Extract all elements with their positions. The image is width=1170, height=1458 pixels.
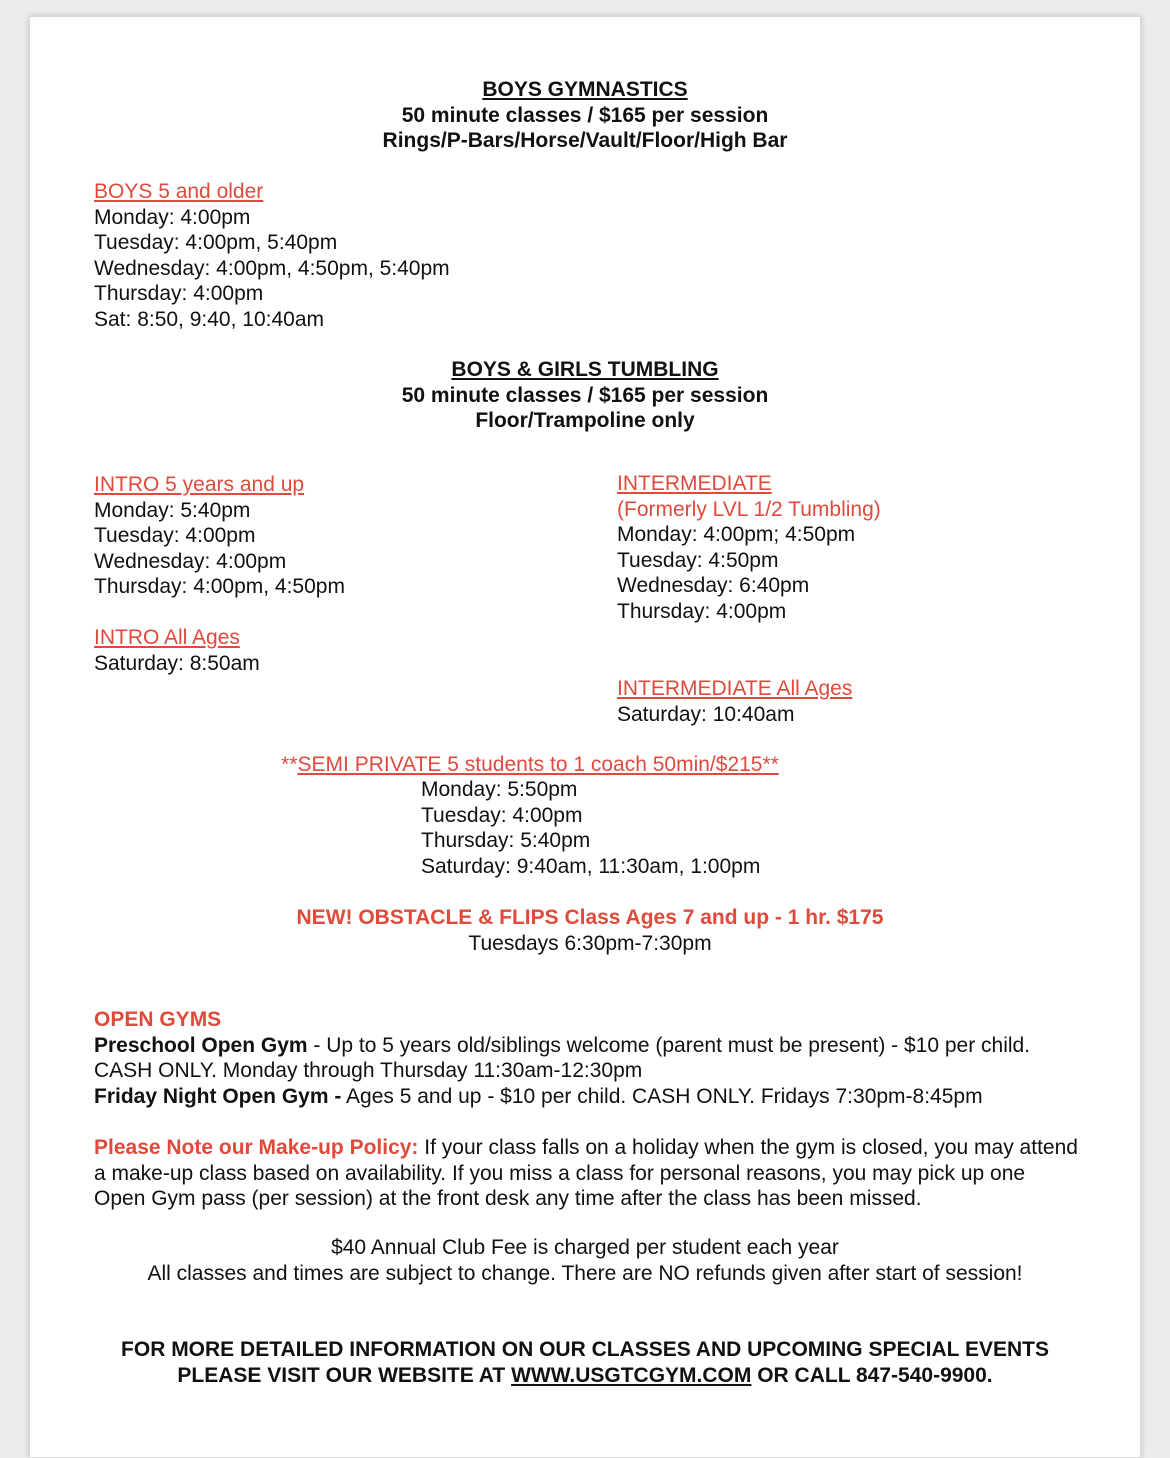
schedule-line: Tuesday: 4:00pm	[421, 803, 583, 827]
tumbling-title: BOYS & GIRLS TUMBLING	[451, 358, 719, 381]
open-gyms-heading: OPEN GYMS	[94, 1008, 222, 1031]
footer-info	[0, 1337, 1170, 1388]
schedule-line: Tuesday: 4:00pm, 5:40pm	[94, 231, 338, 255]
fees-section	[0, 1235, 1170, 1286]
schedule-line: Thursday: 4:00pm, 4:50pm	[94, 575, 345, 599]
tumbling-header	[0, 357, 1170, 434]
schedule-line: Monday: 4:00pm	[94, 205, 251, 229]
intermediate-heading: INTERMEDIATE	[617, 472, 772, 495]
schedule-line: Thursday: 4:00pm	[617, 599, 787, 623]
schedule-line: Monday: 5:50pm	[421, 778, 578, 801]
makeup-policy-text: If your class falls on a holiday when the gym is closed, you may attend a make-up class based on availability. If you miss a class for personal reasons, you may pick up one Open Gym pass (per session) at the front desk any time after the class has been missed.	[94, 1136, 1078, 1211]
open-gyms-section	[94, 1007, 1030, 1109]
refund-policy-line: All classes and times are subject to change. There are NO refunds given after start of session!	[147, 1261, 1023, 1285]
schedule-line: Wednesday: 6:40pm	[617, 574, 810, 598]
obstacle-heading: NEW! OBSTACLE & FLIPS Class Ages 7 and up - 1 hr. $175	[296, 906, 884, 929]
preschool-open-gym-label: Preschool Open Gym	[94, 1033, 308, 1057]
semi-private-times	[421, 777, 760, 879]
intro-5-section	[94, 472, 345, 600]
intermediate-all-section	[617, 676, 852, 727]
schedule-line: Sat: 8:50, 9:40, 10:40am	[94, 307, 324, 331]
obstacle-section	[0, 905, 1170, 956]
schedule-line: Wednesday: 4:00pm, 4:50pm, 5:40pm	[94, 256, 450, 280]
schedule-line: Saturday: 8:50am	[94, 651, 260, 675]
friday-open-gym-text: Ages 5 and up - $10 per child. CASH ONLY. Fridays 7:30pm-8:45pm	[341, 1084, 983, 1108]
preschool-open-gym-text: - Up to 5 years old/siblings welcome (parent must be present) - $10 per child.	[307, 1033, 1031, 1057]
preschool-open-gym-line2: CASH ONLY. Monday through Thursday 11:30am-12:30pm	[94, 1059, 643, 1083]
tumbling-subtitle: 50 minute classes / $165 per session	[401, 383, 769, 407]
intermediate-section	[617, 471, 881, 625]
schedule-line: Monday: 5:40pm	[94, 498, 251, 522]
semi-private-heading-row	[0, 752, 1060, 778]
boys-gymnastics-events: Rings/P-Bars/Horse/Vault/Floor/High Bar	[382, 129, 788, 153]
schedule-line: Wednesday: 4:00pm	[94, 549, 287, 573]
footer-line1: FOR MORE DETAILED INFORMATION ON OUR CLASSES AND UPCOMING SPECIAL EVENTS	[121, 1338, 1049, 1361]
tumbling-events: Floor/Trampoline only	[475, 409, 695, 433]
website-link[interactable]: WWW.USGTCGYM.COM	[511, 1363, 752, 1387]
schedule-line: Saturday: 9:40am, 11:30am, 1:00pm	[421, 854, 761, 878]
schedule-line: Monday: 4:00pm; 4:50pm	[617, 523, 856, 547]
footer-line2-prefix: PLEASE VISIT OUR WEBSITE AT	[177, 1363, 512, 1387]
annual-fee-line: $40 Annual Club Fee is charged per student each year	[331, 1236, 839, 1259]
schedule-line: Saturday: 10:40am	[617, 702, 795, 726]
schedule-line: Thursday: 5:40pm	[421, 829, 591, 853]
friday-open-gym-label: Friday Night Open Gym -	[94, 1084, 342, 1108]
intro-all-heading: INTRO All Ages	[94, 626, 240, 649]
semi-private-prefix: **	[281, 753, 298, 776]
boys-gymnastics-subtitle: 50 minute classes / $165 per session	[401, 103, 769, 127]
schedule-line: Tuesday: 4:50pm	[617, 548, 779, 572]
boys-gymnastics-header	[0, 77, 1170, 154]
boys-5-section	[94, 179, 450, 333]
schedule-line: Tuesday: 4:00pm	[94, 524, 256, 548]
semi-private-heading: SEMI PRIVATE 5 students to 1 coach 50min/$215**	[297, 753, 779, 776]
footer-line2-suffix: OR CALL 847-540-9900.	[751, 1363, 993, 1387]
makeup-policy	[94, 1135, 1079, 1212]
boys-gymnastics-title: BOYS GYMNASTICS	[482, 78, 688, 101]
schedule-line: Thursday: 4:00pm	[94, 282, 264, 306]
boys-5-heading: BOYS 5 and older	[94, 180, 264, 203]
obstacle-times: Tuesdays 6:30pm-7:30pm	[468, 931, 712, 955]
intermediate-all-heading: INTERMEDIATE All Ages	[617, 677, 853, 700]
intro-all-section	[94, 625, 260, 676]
makeup-policy-label: Please Note our Make-up Policy:	[94, 1136, 419, 1159]
intro-5-heading: INTRO 5 years and up	[94, 473, 305, 496]
intermediate-note: (Formerly LVL 1/2 Tumbling)	[617, 497, 881, 521]
